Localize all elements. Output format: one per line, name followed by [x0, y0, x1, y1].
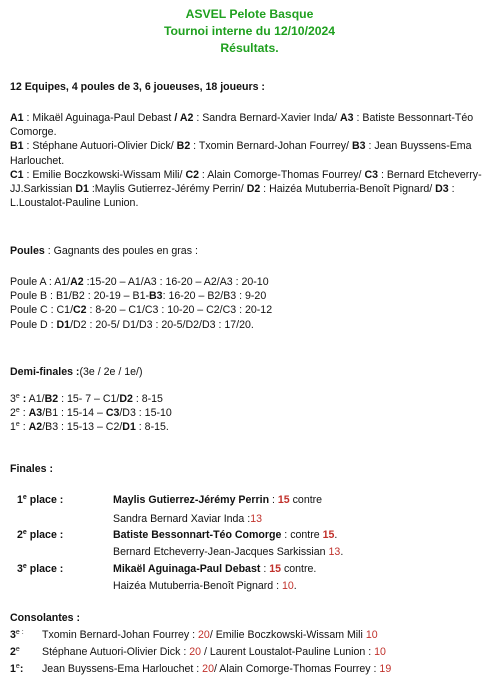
final-2-loser: Bernard Etcheverry-Jean-Jacques Sarkissian 13. — [113, 546, 344, 558]
poules-heading: Poules : Gagnants des poules en gras : — [10, 245, 198, 257]
final-1-label: 1e place : — [17, 494, 64, 506]
final-2-label: 2e place : — [17, 529, 64, 541]
teams-group-a: A1 : Mikaël Aguinaga-Paul Debast / A2 : Sandra Bernard-Xavier Inda/ A3 : Batiste Bessonnart-Téo Comorge. — [10, 112, 474, 139]
consolantes-heading: Consolantes : — [10, 612, 81, 624]
poule-b-row: Poule B : B1/B2 : 20-19 – B1-B3: 16-20 – B2/B3 : 9-20 — [10, 290, 267, 303]
final-3-label: 3e place : — [17, 563, 64, 575]
demi-row-2: 2e : A3/B1 : 15-14 – C3/D3 : 15-10 — [10, 407, 172, 420]
summary-line: 12 Equipes, 4 poules de 3, 6 joueuses, 18 joueurs : — [10, 81, 265, 93]
final-3-loser: Haizéa Mutuberria-Benoît Pignard : 10. — [113, 580, 297, 592]
finales-heading: Finales : — [10, 463, 53, 475]
title-tournament: Tournoi interne du 12/10/2024 — [163, 24, 336, 38]
teams-paragraph — [10, 111, 494, 210]
consolante-1-rank: 1e: — [10, 663, 24, 675]
consolante-1-row: Jean Buyssens-Ema Harlouchet : 20/ Alain Comorge-Thomas Fourrey : 19 — [42, 663, 392, 675]
consolante-3-row: Txomin Bernard-Johan Fourrey : 20/ Emilie Boczkowski-Wissam Mili 10 — [42, 629, 378, 641]
demi-row-3: 3e : A1/B2 : 15- 7 – C1/D2 : 8-15 — [10, 393, 163, 405]
consolante-3-rank: $3^{e :}$ — [10, 629, 24, 641]
demi-row-1: 1e : A2/B3 : 15-13 – C2/D1 : 8-15. — [10, 421, 169, 434]
poules-results — [10, 275, 494, 332]
consolante-2-rank: 2e — [10, 646, 20, 658]
title-results: Résultats. — [220, 41, 279, 55]
demi-heading: Demi-finales :(3e / 2e / 1e/) — [10, 366, 143, 378]
demi-results — [10, 392, 494, 435]
poule-d-row: Poule D : D1/D2 : 20-5/ D1/D3 : 20-5/D2/D3 : 17/20. — [10, 318, 254, 331]
title-club: ASVEL Pelote Basque — [185, 7, 314, 21]
final-1-winner: Maylis Gutierrez-Jérémy Perrin : 15 contre — [113, 494, 323, 506]
consolante-2-row: Stéphane Autuori-Olivier Dick : 20 / Laurent Loustalot-Pauline Lunion : 10 — [42, 646, 386, 658]
poule-a-row: Poule A : A1/A2 :15-20 – A1/A3 : 16-20 – A2/A3 : 20-10 — [10, 276, 269, 288]
teams-group-c-d: C1 : Emilie Boczkowski-Wissam Mili/ C2 : Alain Comorge-Thomas Fourrey/ C3 : Bernard Etcheverry-JJ.Sarkissian D1 :Maylis Gutierrez-Jérémy Perrin/ D2 : Haizéa Mutuberria-Benoît Pignard/ D3 : L.Loustalot-Pauline Lunion. — [10, 168, 482, 210]
poule-c-row: Poule C : C1/C2 : 8-20 – C1/C3 : 10-20 – C2/C3 : 20-12 — [10, 304, 273, 317]
teams-group-b: B1 : Stéphane Autuori-Olivier Dick/ B2 : Txomin Bernard-Johan Fourrey/ B3 : Jean Buyssens-Ema Harlouchet. — [10, 140, 472, 167]
final-1-loser: Sandra Bernard Xaviar Inda :13 — [113, 513, 263, 525]
final-2-winner: Batiste Bessonnart-Téo Comorge : contre 15. — [113, 529, 338, 541]
final-3-winner: Mikaël Aguinaga-Paul Debast : 15 contre. — [113, 563, 317, 575]
